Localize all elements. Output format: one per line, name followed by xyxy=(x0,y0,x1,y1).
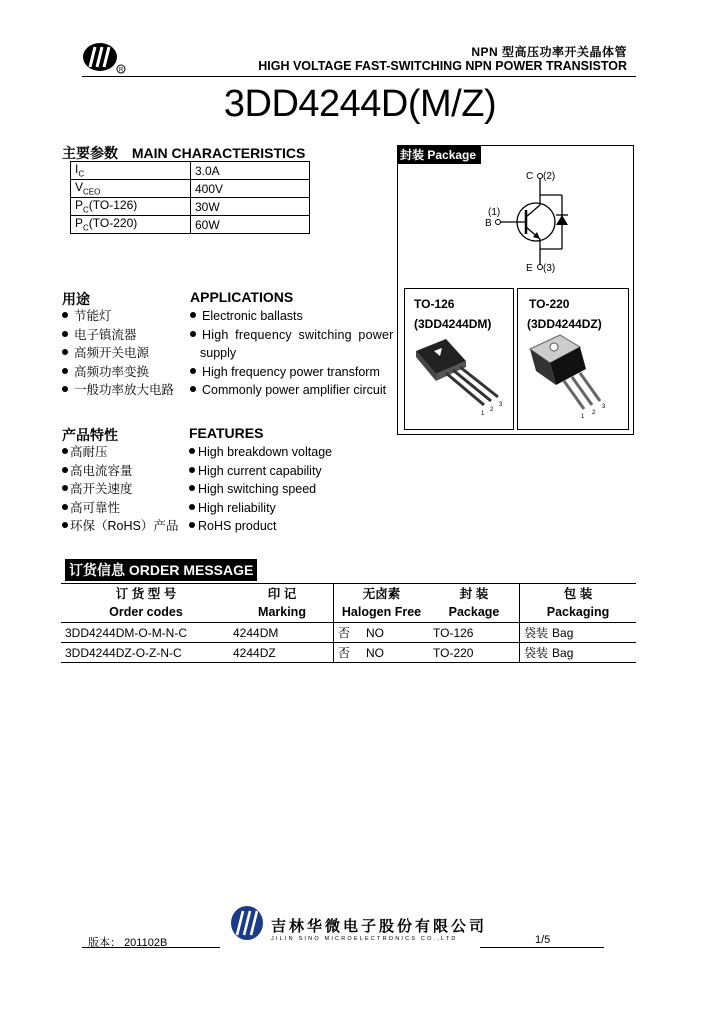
list-item: High reliability xyxy=(189,499,332,518)
to220-pin-label-3: 3 xyxy=(602,404,606,410)
list-item: RoHS product xyxy=(189,517,332,536)
param-suffix: (TO-126) xyxy=(88,198,138,213)
order-table-header xyxy=(61,584,636,623)
list-item: High frequency power transform xyxy=(190,363,393,382)
table-row xyxy=(71,216,310,234)
order-label-en: ORDER MESSAGE xyxy=(128,562,254,578)
heading-cn: 主要参数 xyxy=(62,145,118,161)
param-subscript: CEO xyxy=(83,187,101,197)
package-label-en: Package xyxy=(427,148,477,162)
pin-b-label: B xyxy=(485,218,492,229)
features-heading-cn: 产品特性 xyxy=(62,427,118,443)
param-symbol: I xyxy=(75,162,79,177)
column-header: 印 记 Marking xyxy=(231,584,334,623)
svg-text:R: R xyxy=(119,67,124,74)
value-cell: 60W xyxy=(191,216,310,234)
bullet-icon xyxy=(190,386,196,392)
halogen-free: 否 NO xyxy=(334,623,430,643)
marking: 4244DZ xyxy=(231,643,334,663)
features-heading-en: FEATURES xyxy=(189,425,264,441)
column-header: 包 装 Packaging xyxy=(520,584,637,623)
to126-pin-label-1: 1 xyxy=(481,411,485,417)
to126-name: TO-126 xyxy=(414,297,455,311)
order-code: 3DD4244DZ-O-Z-N-C xyxy=(61,643,231,663)
param-subscript: C xyxy=(83,205,89,215)
applications-list-cn xyxy=(62,307,174,400)
to220-panel xyxy=(517,288,629,430)
to126-part: (3DD4244DM) xyxy=(414,317,492,331)
list-item: 高电流容量 xyxy=(62,462,178,481)
to126-panel xyxy=(404,288,514,430)
main-characteristics-table xyxy=(70,161,310,234)
footer-company-en: JILIN SINO MICROELECTRONICS CO.,LTD xyxy=(271,936,458,942)
param-symbol: P xyxy=(75,216,84,231)
bullet-icon xyxy=(62,312,68,318)
order-table xyxy=(61,583,636,663)
footer-divider-left xyxy=(82,947,220,948)
part-title: 3DD4244D(M/Z) xyxy=(223,83,497,125)
package-label xyxy=(397,145,481,164)
to220-part: (3DD4244DZ) xyxy=(527,317,602,331)
table-row xyxy=(71,198,310,216)
company-logo xyxy=(80,40,128,76)
header-divider xyxy=(82,76,636,77)
bullet-icon xyxy=(62,485,68,491)
version-label: 版本： xyxy=(88,937,121,949)
to220-pin-label-1: 1 xyxy=(581,414,585,420)
applications-heading-en: APPLICATIONS xyxy=(190,289,294,305)
param-suffix: (TO-220) xyxy=(88,216,138,231)
list-item: High breakdown voltage xyxy=(189,443,332,462)
param-subscript: C xyxy=(83,223,89,233)
footer-company-logo xyxy=(229,905,265,941)
pin-e-number: (3) xyxy=(543,263,556,274)
value-cell: 3.0A xyxy=(191,162,310,180)
list-item: High switching speed xyxy=(189,480,332,499)
applications-list-en xyxy=(190,307,393,400)
table-row xyxy=(71,162,310,180)
list-item: 高频功率变换 xyxy=(62,363,174,382)
order-message-label xyxy=(65,559,257,581)
list-item: 高频开关电源 xyxy=(62,344,174,363)
package-type: TO-126 xyxy=(429,623,520,643)
to126-pin-label-2: 2 xyxy=(490,407,494,413)
packaging: 袋装 Bag xyxy=(520,643,637,663)
value-cell: 400V xyxy=(191,180,310,198)
features-list-en xyxy=(189,443,332,536)
package-type: TO-220 xyxy=(429,643,520,663)
bullet-icon xyxy=(62,349,68,355)
param-symbol: P xyxy=(75,198,84,213)
pin-c-number: (2) xyxy=(543,171,556,182)
bullet-icon xyxy=(62,522,68,528)
halogen-free: 否 NO xyxy=(334,643,430,663)
bullet-icon xyxy=(189,522,195,528)
list-item: 一般功率放大电路 xyxy=(62,381,174,400)
to126-package-icon xyxy=(411,339,511,419)
list-item: High frequency switching power xyxy=(190,326,393,345)
list-item: 节能灯 xyxy=(62,307,174,326)
column-header: 封 装 Package xyxy=(429,584,520,623)
param-cell xyxy=(71,180,191,198)
bullet-icon xyxy=(62,448,68,454)
list-item: Commonly power amplifier circuit xyxy=(190,381,393,400)
bullet-icon xyxy=(189,504,195,510)
list-item: High current capability xyxy=(189,462,332,481)
bullet-icon xyxy=(62,467,68,473)
list-item: 高可靠性 xyxy=(62,499,178,518)
table-row xyxy=(61,623,636,643)
bullet-icon xyxy=(62,368,68,374)
package-label-cn: 封装 xyxy=(400,148,425,162)
features-list-cn xyxy=(62,443,178,536)
list-item: Electronic ballasts xyxy=(190,307,393,326)
pin-b-number: (1) xyxy=(488,207,501,218)
list-item-continuation: supply xyxy=(200,346,237,361)
table-row xyxy=(71,180,310,198)
bullet-icon xyxy=(190,312,196,318)
param-cell xyxy=(71,216,191,234)
list-item: 高开关速度 xyxy=(62,480,178,499)
footer-company-cn: 吉林华微电子股份有限公司 xyxy=(271,918,488,935)
bullet-icon xyxy=(189,448,195,454)
pin-c-label: C xyxy=(526,171,534,182)
version-number: 201102B xyxy=(124,937,168,949)
to220-package-icon xyxy=(524,331,624,421)
table-row xyxy=(61,643,636,663)
param-cell xyxy=(71,162,191,180)
footer-divider-right xyxy=(480,947,604,948)
npn-transistor-symbol-icon xyxy=(480,165,590,275)
bullet-icon xyxy=(189,485,195,491)
main-characteristics-heading xyxy=(62,143,305,163)
header-title-cn: NPN 型高压功率开关晶体管 xyxy=(471,45,627,59)
bullet-icon xyxy=(62,386,68,392)
list-item: 环保（RoHS）产品 xyxy=(62,517,178,536)
order-label-cn: 订货信息 xyxy=(69,562,125,578)
bullet-icon xyxy=(189,467,195,473)
bullet-icon xyxy=(190,331,196,337)
value-cell: 30W xyxy=(191,198,310,216)
header-title-en: HIGH VOLTAGE FAST-SWITCHING NPN POWER TRANSISTOR xyxy=(258,59,627,73)
packaging: 袋装 Bag xyxy=(520,623,637,643)
heading-en: MAIN CHARACTERISTICS xyxy=(131,145,306,161)
param-symbol: V xyxy=(75,180,84,195)
list-item: 高耐压 xyxy=(62,443,178,462)
order-code: 3DD4244DM-O-M-N-C xyxy=(61,623,231,643)
list-item: 电子镇流器 xyxy=(62,326,174,345)
param-cell xyxy=(71,198,191,216)
marking: 4244DM xyxy=(231,623,334,643)
column-header: 订 货 型 号 Order codes xyxy=(61,584,231,623)
to126-pin-label-3: 3 xyxy=(499,402,503,408)
bullet-icon xyxy=(62,331,68,337)
column-header: 无卤素 Halogen Free xyxy=(334,584,430,623)
bullet-icon xyxy=(190,368,196,374)
pin-e-label: E xyxy=(526,263,533,274)
applications-heading-cn: 用途 xyxy=(62,291,90,307)
param-subscript: C xyxy=(78,169,85,179)
bullet-icon xyxy=(62,504,68,510)
to220-pin-label-2: 2 xyxy=(592,410,596,416)
to220-name: TO-220 xyxy=(529,297,570,311)
page-number: 1/5 xyxy=(535,934,551,946)
